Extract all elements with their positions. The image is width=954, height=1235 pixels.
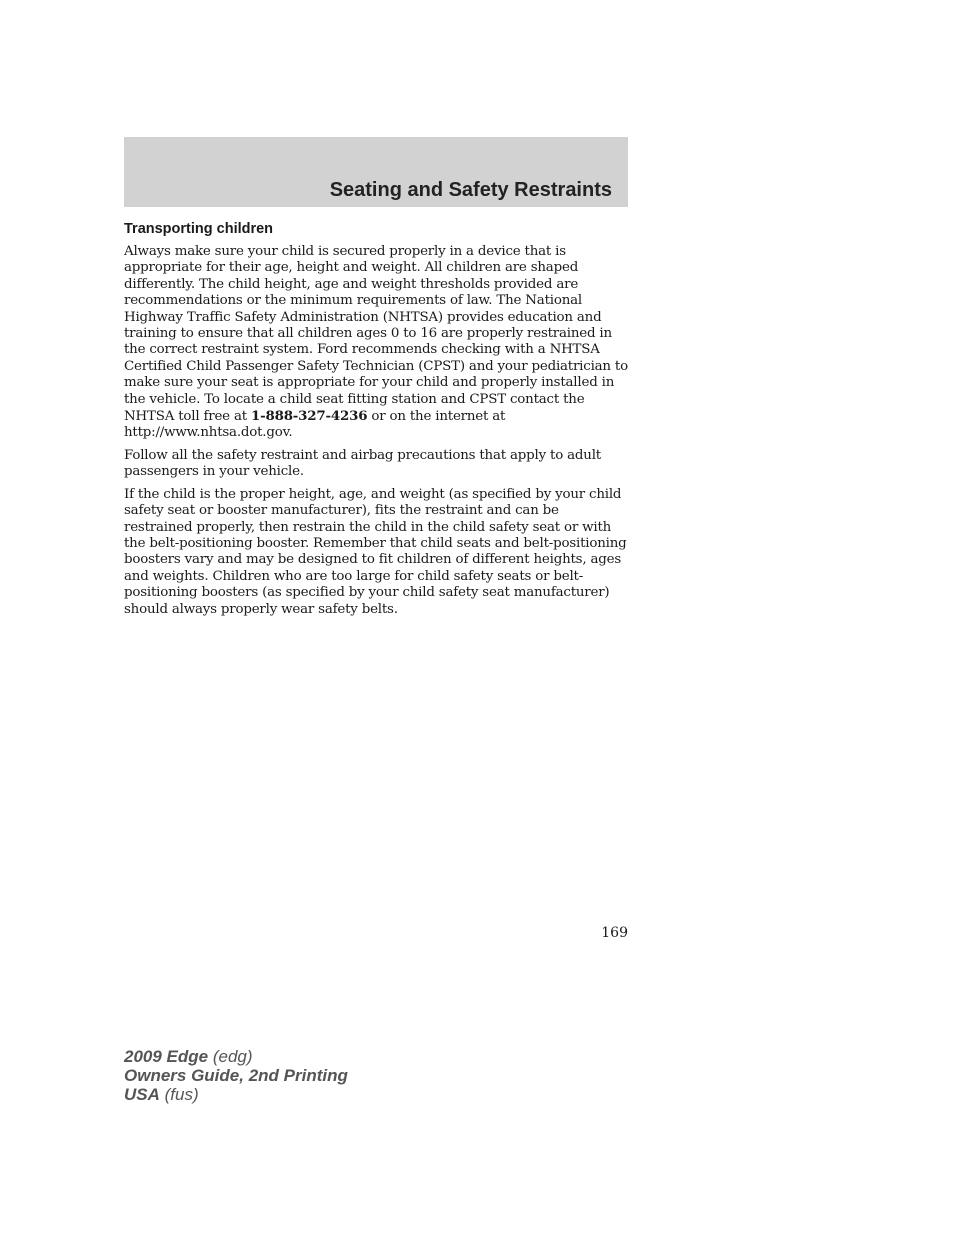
footer (124, 1047, 348, 1104)
footer-line-3 (124, 1085, 348, 1104)
paragraph-1 (124, 244, 630, 442)
page-number: 169 (601, 925, 628, 941)
toll-free-phone: 1-888-327-4236 (250, 408, 368, 425)
footer-line-2 (124, 1066, 348, 1085)
paragraph-3: If the child is the proper height, age, and weight (as specified by your child safety seat or booster manufacturer), fits the restraint and can be restrained properly, then restrain the child in the child safety seat or with the belt-positioning booster. Remember that child seats and belt-positioning boosters vary and may be designed to fit children of different heights, ages and weights. Children who are too large for child safety seats or belt-positioning boosters (as specified by your child safety seat manufacturer) should always properly wear safety belts. (124, 486, 627, 617)
footer-market: USA (124, 1085, 160, 1104)
section-header-band (124, 137, 628, 207)
footer-guide: Owners Guide, 2nd Printing (124, 1066, 348, 1085)
main-content (124, 220, 630, 624)
footer-market-code: (fus) (159, 1085, 199, 1104)
footer-model: 2009 Edge (124, 1047, 209, 1066)
paragraph-1-text-start: Always make sure your child is secured properly in a device that is appropriate for their age, height and weight. All children are shaped differently. The child height, age and weight thresholds provided are recommendations or the minimum requirements of law. The National Highway Traffic Safety Administration (NHTSA) provides education and training to ensure that all children ages 0 to 16 are properly restrained in the correct restraint system. Ford recommends checking with a NHTSA Certified Child Passenger Safety Technician (CPST) and your pediatrician to make sure your seat is appropriate for your child and properly installed in the vehicle. To locate a child seat fitting station and CPST contact the NHTSA toll free at (124, 244, 628, 425)
footer-model-code: (edg) (208, 1047, 253, 1066)
section-title: Seating and Safety Restraints (329, 179, 612, 201)
paragraph-1-text-end: or on the internet at http://www.nhtsa.dot.gov. (124, 409, 506, 441)
subheading: Transporting children (124, 221, 274, 237)
footer-line-1 (124, 1047, 348, 1066)
paragraph-2: Follow all the safety restraint and airbag precautions that apply to adult passengers in your vehicle. (124, 447, 601, 480)
